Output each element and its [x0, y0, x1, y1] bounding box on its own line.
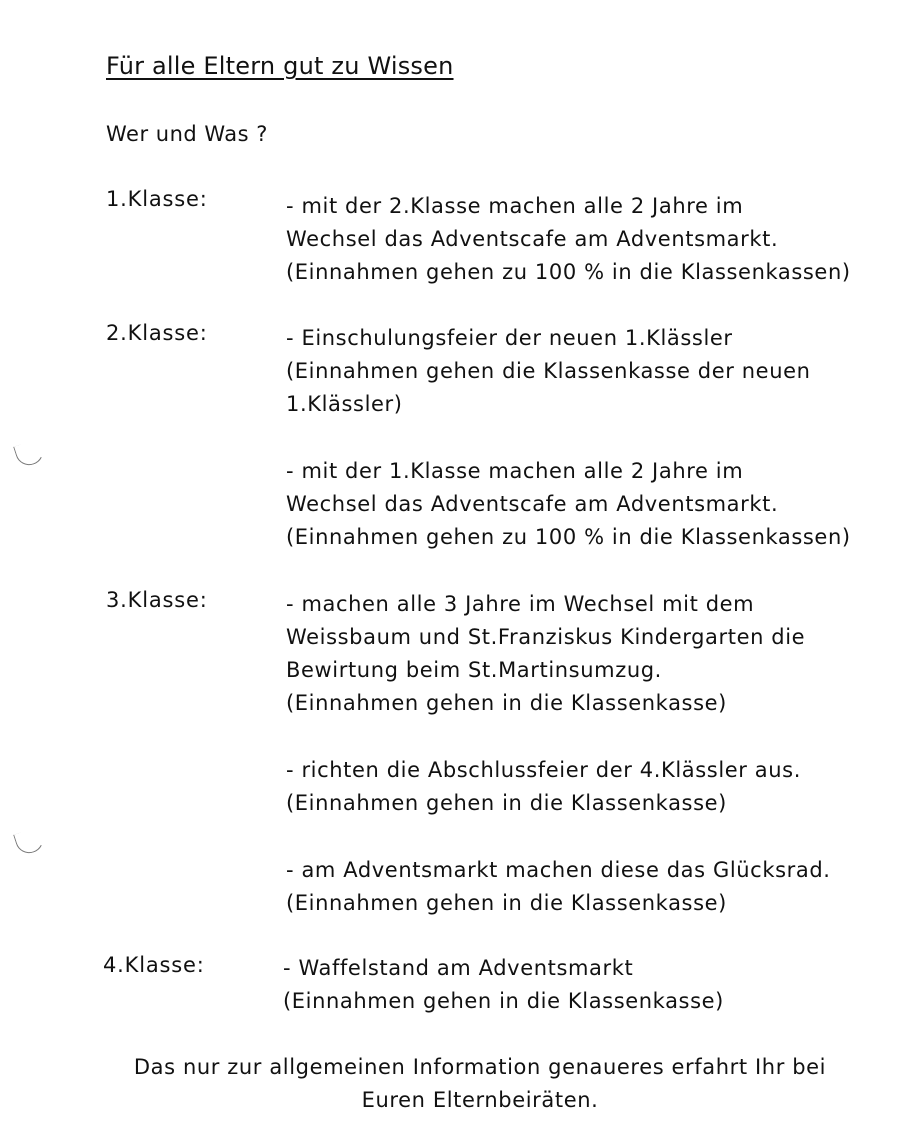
punch-hole-mark: [13, 826, 47, 857]
text-line: - Einschulungsfeier der neuen 1.Klässler: [286, 326, 733, 350]
text-line: Bewirtung beim St.Martinsumzug.: [286, 658, 662, 682]
section-block: [286, 588, 805, 720]
text-line: 1.Klässler): [286, 392, 403, 416]
text-line: (Einnahmen gehen in die Klassenkasse): [286, 791, 727, 815]
text-line: Wechsel das Adventscafe am Adventsmarkt.: [286, 492, 779, 516]
text-line: (Einnahmen gehen die Klassenkasse der neuen: [286, 359, 811, 383]
document-title: Für alle Eltern gut zu Wissen: [106, 52, 454, 80]
section-block: [286, 322, 811, 421]
document-subtitle: Wer und Was ?: [106, 122, 268, 146]
section-block: [283, 952, 724, 1018]
text-line: (Einnahmen gehen zu 100 % in die Klassenkassen): [286, 525, 851, 549]
text-line: Wechsel das Adventscafe am Adventsmarkt.: [286, 227, 779, 251]
text-line: - machen alle 3 Jahre im Wechsel mit dem: [286, 592, 755, 616]
text-line: - mit der 1.Klasse machen alle 2 Jahre im: [286, 459, 744, 483]
text-line: - Waffelstand am Adventsmarkt: [283, 956, 634, 980]
section-block: [286, 190, 851, 289]
footer-line: Das nur zur allgemeinen Information genaueres erfahrt Ihr bei: [133, 1055, 827, 1079]
text-line: Weissbaum und St.Franziskus Kindergarten die: [286, 625, 806, 649]
text-line: - am Adventsmarkt machen diese das Glücksrad.: [286, 858, 831, 882]
section-label-klasse-3: 3.Klasse:: [106, 588, 208, 612]
text-line: (Einnahmen gehen in die Klassenkasse): [286, 691, 727, 715]
text-line: (Einnahmen gehen in die Klassenkasse): [283, 989, 724, 1013]
text-line: (Einnahmen gehen in die Klassenkasse): [286, 891, 727, 915]
punch-hole-mark: [13, 438, 47, 469]
footer-line: Euren Elternbeiräten.: [361, 1088, 599, 1112]
text-line: (Einnahmen gehen zu 100 % in die Klassenkassen): [286, 260, 851, 284]
section-block: [286, 754, 801, 820]
section-block: [286, 854, 831, 920]
section-label-klasse-1: 1.Klasse:: [106, 187, 208, 211]
text-line: - mit der 2.Klasse machen alle 2 Jahre im: [286, 194, 744, 218]
section-block: [286, 455, 851, 554]
text-line: - richten die Abschlussfeier der 4.Klässler aus.: [286, 758, 801, 782]
section-label-klasse-4: 4.Klasse:: [103, 953, 205, 977]
section-label-klasse-2: 2.Klasse:: [106, 321, 208, 345]
footer-note: [80, 1051, 880, 1117]
